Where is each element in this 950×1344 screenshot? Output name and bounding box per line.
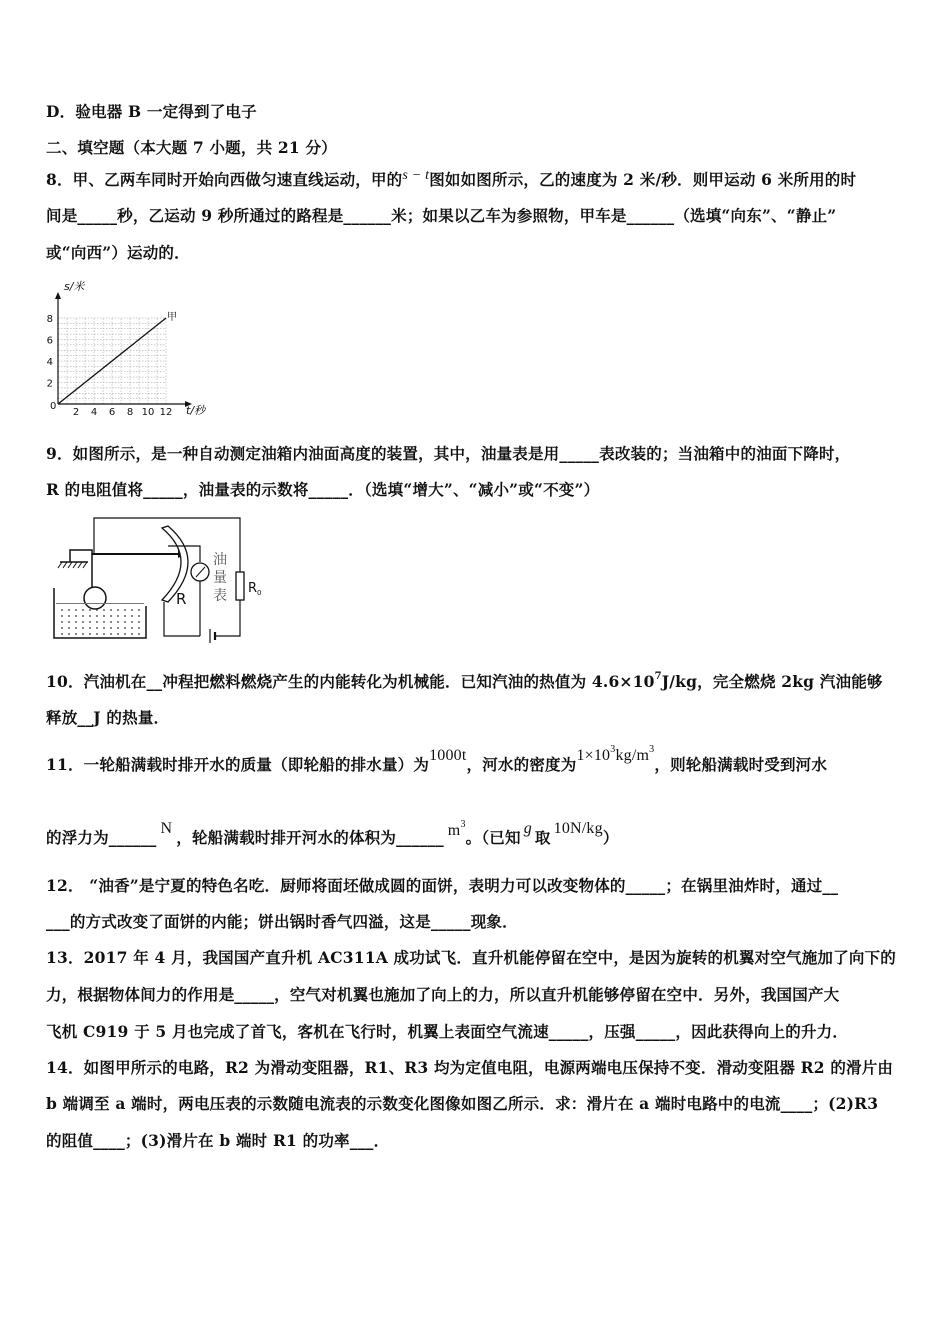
liquid-dot <box>68 621 70 623</box>
q11-unit-m3 <box>444 819 466 839</box>
liquid-dot <box>96 633 98 635</box>
liquid-dot <box>110 621 112 623</box>
q10-line1 <box>46 672 883 695</box>
float-ball <box>84 587 106 609</box>
liquid-dot <box>61 633 63 635</box>
q14-line3: 的阻值____；(3)滑片在 b 端时 R1 的功率___． <box>46 1131 390 1150</box>
liquid-dot <box>124 633 126 635</box>
x-axis-label: t/秒 <box>186 404 206 417</box>
q8-text-a: 8．甲、乙两车同时开始向西做匀速直线运动，甲的 <box>46 170 403 189</box>
liquid-dot <box>138 633 140 635</box>
x-tick-label: 8 <box>126 407 134 418</box>
liquid-dot <box>61 609 63 611</box>
liquid-dot <box>89 627 91 629</box>
q11-text-g: 取 <box>534 828 551 847</box>
liquid-dot <box>96 615 98 617</box>
liquid-dot <box>75 633 77 635</box>
x-tick-label: 10 <box>141 407 155 418</box>
liquid-dot <box>75 609 77 611</box>
resistor-R0-label: R <box>248 581 258 596</box>
liquid-dot <box>117 615 119 617</box>
liquid-dot <box>89 609 91 611</box>
liquid-dot <box>110 615 112 617</box>
y-axis-arrow <box>55 292 61 299</box>
liquid-dot <box>124 627 126 629</box>
liquid-dot <box>103 609 105 611</box>
liquid-dot <box>138 609 140 611</box>
st-graph <box>40 278 230 418</box>
liquid-dot <box>89 633 91 635</box>
q11-unit-m: m <box>447 822 461 839</box>
gauge-label-2: 量 <box>213 570 227 586</box>
x-tick-label: 12 <box>159 407 173 418</box>
liquid-dot <box>68 627 70 629</box>
q11-unit-N: N <box>160 820 173 837</box>
q11-line1 <box>46 744 828 778</box>
liquid-dot <box>110 609 112 611</box>
liquid-dot <box>68 633 70 635</box>
y-tick-label: 4 <box>46 357 53 368</box>
q11-text-d: 的浮力为______ <box>46 828 157 847</box>
q13-line3: 飞机 C919 于 5 月也完成了首飞，客机在飞行时，机翼上表面空气流速_____，压强_____，因此获得向上的升力． <box>46 1022 849 1041</box>
resistor-R0-subscript: 0 <box>257 589 262 597</box>
q11-density-exp: 3 <box>610 744 616 755</box>
q14-line1: 14．如图甲所示的电路，R2 为滑动变阻器，R1、R3 均为定值电阻，电源两端电压保持不变．滑动变阻器 R2 的滑片由 <box>46 1058 894 1077</box>
liquid-dot <box>61 615 63 617</box>
liquid-dot <box>89 621 91 623</box>
liquid-dot <box>82 615 84 617</box>
liquid-dot <box>96 627 98 629</box>
liquid-dot <box>103 621 105 623</box>
liquid-dot <box>82 609 84 611</box>
x-tick-label: 2 <box>72 407 80 418</box>
liquid-dot <box>131 627 133 629</box>
liquid-dot <box>68 609 70 611</box>
liquid-dot <box>75 615 77 617</box>
q14-line2: b 端调至 a 端时，两电压表的示数随电流表的示数变化图像如图乙所示．求：滑片在 a 端时电路中的电流____；(2)R3 <box>46 1094 879 1113</box>
q11-text-f: 。（已知 <box>465 828 521 847</box>
liquid-dot <box>131 633 133 635</box>
q9-line1: 9．如图所示，是一种自动测定油箱内油面高度的装置，其中，油量表是用_____表改装的；当油箱中的油面下降时， <box>46 444 851 463</box>
q11-mass: 1000t <box>429 747 467 764</box>
gauge-label-3: 表 <box>213 588 227 604</box>
x-tick-label: 6 <box>108 407 116 418</box>
q10-line2: 释放__J 的热量． <box>46 708 170 727</box>
q11-g: g <box>523 820 532 837</box>
liquid-dot <box>96 621 98 623</box>
liquid-dot <box>61 621 63 623</box>
liquid-dot <box>82 633 84 635</box>
resistor-R0 <box>236 572 244 600</box>
q8-st-symbol: s − t <box>402 168 430 183</box>
liquid-dot <box>68 615 70 617</box>
q8-line1 <box>46 170 856 192</box>
liquid-dot <box>96 609 98 611</box>
q11-density <box>576 744 655 764</box>
q13-line2: 力，根据物体间力的作用是_____，空气对机翼也施加了向上的力，所以直升机能够停留在空中．另外，我国国产大 <box>46 985 840 1004</box>
q11-text-e: ，轮船满载时排开河水的体积为______ <box>176 828 444 847</box>
q10-text-b: J/kg，完全燃烧 2kg 汽油能够 <box>661 672 883 691</box>
q8-line3: 或“向西”）运动的． <box>46 243 190 262</box>
liquid-dot <box>110 627 112 629</box>
liquid-dot <box>82 627 84 629</box>
resistor-R-label: R <box>176 590 187 608</box>
q11-text-a: 11．一轮船满载时排开水的质量（即轮船的排水量）为 <box>46 755 430 774</box>
origin-label: 0 <box>50 401 57 412</box>
liquid-dot <box>124 615 126 617</box>
section-title: 二、填空题（本大题 7 小题，共 21 分） <box>46 138 337 157</box>
q9-line2: R 的电阻值将_____，油量表的示数将_____．（选填“增大”、“减小”或“不变”） <box>46 480 600 499</box>
liquid-dot <box>117 609 119 611</box>
gauge-label-1: 油 <box>213 552 227 568</box>
q11-text-c: ，则轮船满载时受到河水 <box>654 755 828 774</box>
liquid-dot <box>124 609 126 611</box>
x-tick-label: 4 <box>90 407 98 418</box>
y-tick-label: 2 <box>46 378 53 390</box>
q11-line2 <box>46 819 619 851</box>
y-axis-label: s/米 <box>64 280 85 293</box>
q10-text-a: 10．汽油机在__冲程把燃料燃烧产生的内能转化为机械能．已知汽油的热值为 4.6×10 <box>46 672 655 691</box>
liquid-dot <box>131 621 133 623</box>
liquid-dot <box>138 621 140 623</box>
liquid-dot <box>131 615 133 617</box>
liquid-dot <box>110 633 112 635</box>
q8-line2: 间是_____秒，乙运动 9 秒所通过的路程是______米；如果以乙车为参照物，甲车是______（选填“向东”、“静止” <box>46 206 837 225</box>
q11-text-h: ） <box>602 828 619 847</box>
liquid-dot <box>82 621 84 623</box>
q10-exponent: 7 <box>654 671 662 682</box>
liquid-dot <box>117 633 119 635</box>
q12-line2: ___的方式改变了面饼的内能；饼出锅时香气四溢，这是_____现象． <box>46 912 518 931</box>
q11-density-unit-exp: 3 <box>649 744 655 755</box>
liquid-dot <box>138 615 140 617</box>
q11-gval: 10N/kg <box>553 820 603 837</box>
liquid-dot <box>124 621 126 623</box>
y-tick-label: 8 <box>46 314 53 325</box>
liquid-dot <box>138 627 140 629</box>
q13-line1: 13．2017 年 4 月，我国国产直升机 AC311A 成功试飞．直升机能停留在空中，是因为旋转的机翼对空气施加了向下的 <box>46 948 896 967</box>
option-d: D．验电器 B 一定得到了电子 <box>46 102 257 121</box>
oil-gauge-circuit <box>50 510 280 650</box>
liquid-dot <box>103 615 105 617</box>
q8-text-b: 图如如图所示，乙的速度为 2 米/秒．则甲运动 6 米所用的时 <box>429 170 857 189</box>
q12-line1: 12． “油香”是宁夏的特色名吃．厨师将面坯做成圆的面饼，表明力可以改变物体的_____；在锅里油炸时，通过__ <box>46 876 839 895</box>
liquid-dot <box>75 627 77 629</box>
y-tick-label: 6 <box>46 335 53 347</box>
liquid-dot <box>131 609 133 611</box>
q11-density-base: 1×10 <box>576 747 611 764</box>
series-label-jia: 甲 <box>167 312 177 323</box>
liquid-dot <box>61 627 63 629</box>
liquid-dot <box>117 621 119 623</box>
liquid-dot <box>75 621 77 623</box>
liquid-dot <box>103 627 105 629</box>
liquid-dot <box>117 627 119 629</box>
liquid-dot <box>103 633 105 635</box>
q11-text-b: ，河水的密度为 <box>466 755 577 774</box>
liquid-dot <box>89 615 91 617</box>
q11-unit-m-exp: 3 <box>460 819 466 830</box>
q11-density-unit: kg/m <box>615 747 650 764</box>
